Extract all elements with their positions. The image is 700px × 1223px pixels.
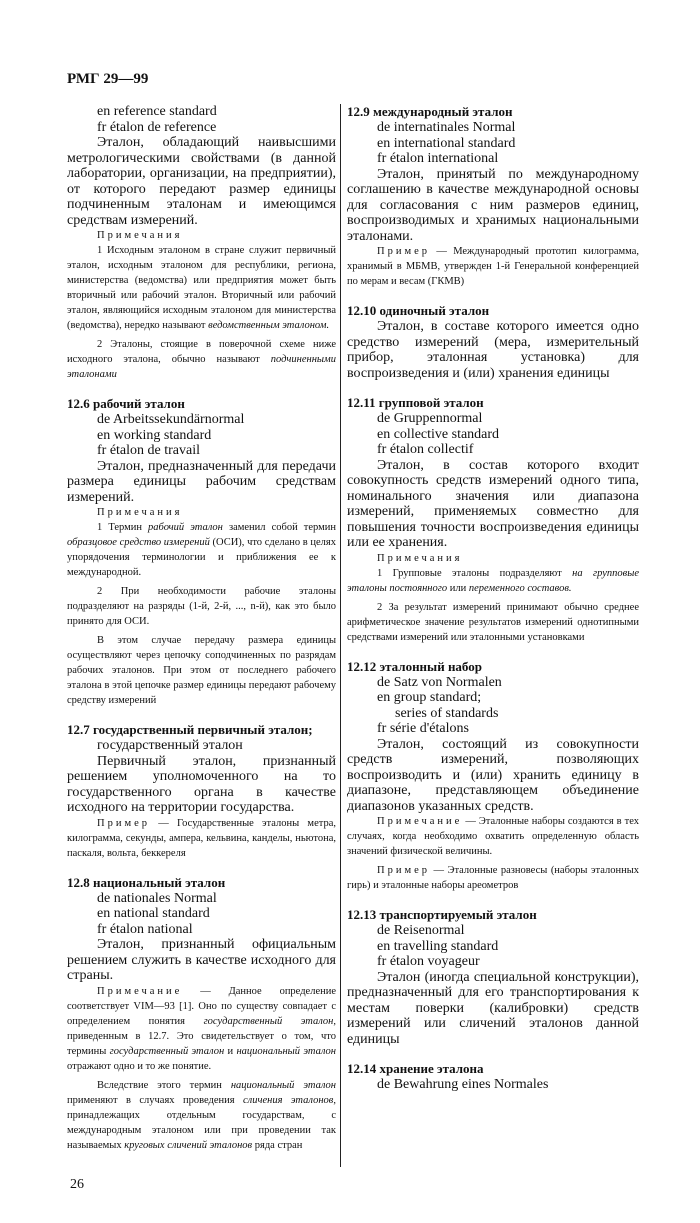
term-entry — [347, 907, 639, 1047]
note-paragraph — [67, 243, 336, 333]
term-entry — [347, 395, 639, 645]
note-text: Вследствие этого термин — [97, 1079, 231, 1091]
note-text: заменил собой термин — [222, 522, 337, 533]
note-paragraph: Примечание — Данное определение соответствует VIM—93 [1]. Оно по существу совпадает с определением понятия государственный эталон, приведенным в 12.7. Это свидетельствует о том, что термины государственный эталон и национальный эталон отражают одно и то же понятие. — [67, 985, 337, 1072]
note-text: 2 Эталоны, стоящие в поверочной схеме ниже исходного эталона, обычно называют — [67, 339, 336, 365]
note-paragraph — [347, 600, 639, 645]
document-code-header: РМГ 29—99 — [67, 71, 149, 87]
note-text: Эталонные наборы создаются в тех случаях, когда необходимо охватить определенную область значений физической величины. — [347, 816, 640, 857]
note-text: применяют в случаях проведения — [67, 1094, 243, 1106]
note-text: Международный прототип килограмма, хранимый в МБМВ, утвержден 1-й Генеральной конференцией по мерам и весам (ГКМВ) — [347, 246, 639, 287]
foreign-term: series of standards — [395, 705, 499, 721]
note-text: 1 Исходным эталоном в стране служит первичный эталон, исходным эталоном для республики, региона, министерства (ведомства) или предприятия может быть вторичный или рабочий эталон. Вторичный или рабочий эталон, являющийся исходным эталоном для министерства (ведомства), нередко называют — [67, 245, 336, 331]
foreign-term: fr série d'étalons — [377, 721, 469, 736]
foreign-term: fr étalon collectif — [377, 442, 474, 457]
foreign-term: en travelling standard — [377, 938, 499, 954]
note-paragraph: Пример — Государственные эталоны метра, килограмма, секунды, ампера, кельвина, канделы, ньютона, паскаля, вольта, беккереля — [67, 817, 336, 859]
note-text: В этом случае передачу размера единицы осуществляют через цепочку соподчиненных по разрядам рабочих эталонов. При этом от последнего рабочего эталона в этой цепочке размер единицы передают рабочему средству измерений — [67, 635, 336, 706]
term-heading: 12.7 государственный первичный эталон; — [67, 722, 313, 737]
note-text: 2 За результат измерений принимают обычно среднее арифметическое значение результатов измерений однотипными средствами измерений или эталонными установками — [347, 601, 639, 643]
term-definition: Первичный эталон, признанный решением уполномоченного на то государственного органа в качестве исходного на территории государства. — [67, 753, 336, 815]
term-heading: 12.13 транспортируемый эталон — [347, 907, 537, 922]
note-label: Пример — [97, 817, 151, 829]
foreign-term: государственный эталон — [97, 738, 243, 753]
foreign-term: fr étalon de reference — [97, 119, 217, 135]
term-entry — [347, 1061, 639, 1093]
foreign-term: en international standard — [377, 135, 516, 151]
italic-term: государственный эталон — [109, 1045, 225, 1057]
italic-term: национальный эталон — [236, 1045, 336, 1057]
foreign-term: fr étalon international — [377, 151, 499, 166]
note-paragraph — [347, 566, 639, 596]
term-entry — [347, 104, 639, 289]
note-paragraph — [67, 584, 336, 629]
foreign-term: en collective standard — [377, 426, 500, 442]
note-label: Пример — [377, 865, 431, 876]
note-label: Примечание — [377, 816, 463, 827]
italic-term: государственный эталон — [203, 1015, 334, 1027]
italic-term: переменного составов. — [468, 582, 572, 594]
note-label: Пример — [377, 246, 431, 257]
note-text: 2 При необходимости рабочие эталоны подразделяют на разряды (1-й, 2-й, ..., n-й), как это было принято для ОСИ. — [67, 586, 336, 627]
note-text: , приведенным в 12.7. Это свидетельствует о том, что термины — [67, 1015, 336, 1057]
term-heading: 12.14 хранение эталона — [347, 1061, 484, 1076]
two-column-body — [0, 94, 700, 1167]
note-text: отражают одно и то же понятие. — [67, 1060, 212, 1072]
note-label: Примечание — [97, 985, 183, 997]
foreign-term: en reference standard — [97, 104, 217, 119]
term-entry — [347, 303, 639, 381]
foreign-term: en national standard — [97, 906, 210, 921]
note-paragraph: Пример — Международный прототип килограмма, хранимый в МБМВ, утвержден 1-й Генеральной конференцией по мерам и весам (ГКМВ) — [347, 246, 639, 287]
term-heading: 12.11 групповой эталон — [347, 395, 484, 410]
note-text: или — [447, 582, 469, 594]
note-paragraph — [67, 520, 336, 580]
note-paragraph — [67, 633, 336, 708]
note-text: и — [224, 1045, 237, 1057]
italic-term: подчиненными эталонами — [67, 354, 336, 380]
page-number: 26 — [70, 1176, 84, 1192]
term-heading: 12.9 международный эталон — [347, 104, 513, 119]
foreign-term: de Satz von Normalen — [377, 674, 502, 690]
term-definition: Эталон, принятый по международному соглашению в качестве международной основы для согласования с ним размеров единиц, воспроизводимых и хранимых национальными эталонами. — [347, 166, 639, 244]
foreign-term: fr étalon voyageur — [377, 954, 480, 969]
note-text: Государственные эталоны метра, килограмма, секунды, ампера, кельвина, канделы, ньютона, паскаля, вольта, беккереля — [67, 817, 336, 859]
italic-term: круговых сличений эталонов — [124, 1139, 253, 1151]
note-paragraph — [67, 337, 336, 382]
note-paragraph — [67, 1078, 336, 1153]
term-entry — [67, 875, 336, 1153]
note-text: Эталонные разновесы (наборы эталонных гирь) и эталонные наборы ареометров — [347, 865, 639, 891]
foreign-term: de Reisenormal — [377, 923, 465, 938]
term-definition: Эталон (иногда специальной конструкции), предназначенный для его транспортирования к местам поверки (калибровки) средств измерений или сличений эталонов данной единицы — [347, 969, 639, 1047]
foreign-term: de nationales Normal — [97, 890, 217, 906]
note-text: , принадлежащих отдельным государствам, с международным эталоном или при проведении так называемых — [67, 1094, 336, 1151]
foreign-term: fr étalon de travail — [97, 443, 201, 458]
foreign-term: de Gruppennormal — [377, 411, 483, 426]
term-heading: 12.12 эталонный набор — [347, 658, 482, 674]
italic-term: на групповые эталоны постоянного — [347, 567, 639, 594]
term-entry — [347, 659, 639, 894]
term-definition: Эталон, обладающий наивысшими метрологическими свойствами (в данной лаборатории, организации, на предприятии), от которого передают размер единицы подчиненным эталонам и имеющимся средствам измерений. — [67, 135, 336, 228]
term-definition: Эталон, предназначенный для передачи размера единицы рабочим средствам измерений. — [67, 458, 336, 505]
italic-term: сличения эталонов — [243, 1094, 334, 1106]
italic-term: ведомственным эталоном. — [208, 320, 330, 331]
column-divider — [340, 104, 341, 1167]
foreign-term: en working standard — [97, 427, 212, 443]
italic-term: образцовое средство измерений — [67, 537, 210, 548]
foreign-term: de internatinales Normal — [377, 120, 516, 135]
term-heading: 12.10 одиночный эталон — [347, 303, 490, 318]
notes-label: Примечания — [97, 507, 183, 518]
note-text: ряда стран — [252, 1139, 303, 1151]
term-entry — [67, 396, 336, 708]
notes-label: Примечания — [97, 230, 183, 241]
right-column — [347, 104, 639, 1167]
term-heading: 12.6 рабочий эталон — [67, 396, 185, 411]
term-entry — [67, 104, 336, 382]
notes-label: Примечания — [377, 552, 463, 564]
note-paragraph: Примечание — Эталонные наборы создаются в тех случаях, когда необходимо охватить определенную область значений физической величины. — [347, 816, 640, 857]
foreign-term: en group standard; — [377, 690, 482, 705]
left-column — [67, 104, 340, 1167]
term-definition: Эталон, признанный официальным решением служить в качестве исходного для страны. — [67, 937, 336, 983]
term-definition: Эталон, в состав которого входит совокупность средств измерений одного типа, номинального значения или диапазона измерений, применяемых совместно для повышения точности воспроизведения единицы или ее хранения. — [347, 457, 639, 550]
note-text: 1 Термин — [97, 522, 149, 533]
term-heading: 12.8 национальный эталон — [67, 874, 226, 890]
foreign-term: fr étalon national — [97, 921, 193, 937]
note-text: 1 Групповые эталоны подразделяют — [377, 567, 573, 579]
italic-term: национальный эталон — [230, 1079, 336, 1091]
italic-term: рабочий эталон — [148, 522, 223, 533]
foreign-term: de Bewahrung eines Normales — [377, 1077, 549, 1092]
term-entry — [67, 722, 336, 861]
term-definition: Эталон, состоящий из совокупности средств измерений, позволяющих воспроизводить и (или) хранить единицу в диапазоне, представляющем объединение диапазонов указанных средств. — [347, 736, 639, 814]
foreign-term: de Arbeitssekundärnormal — [97, 412, 245, 427]
term-definition: Эталон, в составе которого имеется одно средство измерений (мера, измерительный прибор, эталонная установка) для воспроизведения и (или) хранения единицы — [347, 319, 639, 381]
note-paragraph: Пример — Эталонные разновесы (наборы эталонных гирь) и эталонные наборы ареометров — [347, 865, 639, 891]
note-text: Данное определение соответствует VIM—93 [1]. Оно по существу совпадает с определением понятия — [67, 985, 337, 1027]
note-text: (ОСИ), что сделано в целях упорядочения терминологии и приближения ее к международной. — [67, 537, 337, 578]
